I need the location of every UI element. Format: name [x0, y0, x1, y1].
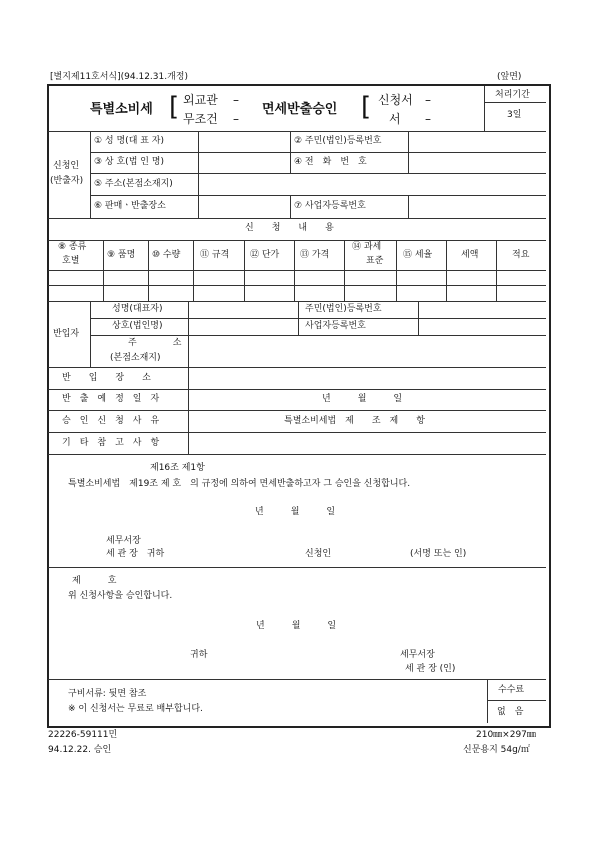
- applicant-bizno-label: ⑦ 사업자등록번호: [294, 201, 366, 211]
- applicant-name-label: ① 성 명(대 표 자): [94, 136, 165, 146]
- importer-bizno-label: 사업자등록번호: [305, 321, 366, 331]
- content-section-title: 신 청 내 용: [245, 223, 334, 233]
- dash-1: –: [233, 93, 239, 107]
- dash-2: –: [233, 112, 239, 126]
- statement-text: 특별소비세법 제19조 제 호 의 규정에 의하여 면세반출하고자 그 승인을 신청합니다.: [68, 479, 411, 489]
- applicant-company-label: ③ 상 호(법 인 명): [94, 157, 165, 167]
- importer-name-label: 성명(대표자): [112, 304, 163, 314]
- form-number: [별지제11호서식](94.12.31.개정): [50, 72, 188, 82]
- row-reason: 승 인 신 청 사 유: [62, 416, 160, 426]
- statement-to-2: 세 관 장 귀하: [106, 549, 165, 559]
- title-opt1: 외교관: [183, 93, 218, 107]
- applicant-id-label: ② 주민(법인)등록번호: [294, 136, 382, 146]
- importer-label: 반입자: [53, 329, 80, 339]
- approval-text: 위 신청사항을 승인합니다.: [68, 591, 173, 601]
- title-opt2: 무조건: [183, 112, 218, 126]
- row-export-date-value: 년 월 일: [322, 394, 403, 404]
- col-unit-price: ⑫ 단가: [250, 250, 280, 260]
- title-main: 면세반출승인: [262, 102, 338, 117]
- row-reason-value: 특별소비세법 제 조 제 항: [284, 416, 425, 426]
- period-value: 3일: [507, 110, 522, 120]
- required-docs: 구비서류: 뒷면 참조: [68, 689, 147, 699]
- title-doc1: 신청서: [378, 93, 413, 107]
- fee-value: 없 음: [497, 707, 524, 717]
- col-qty: ⑩ 수량: [152, 250, 181, 260]
- approval-date: 년 월 일: [256, 621, 337, 631]
- row-import-place: 반 입 장 소: [62, 373, 151, 383]
- statement-applicant: 신청인: [305, 549, 332, 559]
- approval-number: 제 호: [72, 576, 117, 586]
- importer-id-label: 주민(법인)등록번호: [305, 304, 382, 314]
- statement-to-1: 세무서장: [106, 536, 141, 546]
- title-tax: 특별소비세: [90, 102, 153, 117]
- approval-from-1: 세무서장: [400, 650, 435, 660]
- col-taxbase-sub: 표준: [366, 256, 384, 266]
- statement-law-sub: 제16조 제1항: [150, 463, 205, 473]
- dash-3: –: [425, 93, 431, 107]
- col-spec: ⑪ 규격: [200, 250, 230, 260]
- applicant-place-label: ⑥ 판매ㆍ반출장소: [94, 201, 166, 211]
- title-doc2: 서: [389, 112, 401, 126]
- free-notice: ※ 이 신청서는 무료로 배부합니다.: [68, 704, 203, 714]
- statement-sign: (서명 또는 인): [410, 549, 467, 559]
- col-taxbase: ⑭ 과세: [352, 242, 382, 252]
- bracket-left-1: [: [169, 92, 180, 122]
- col-type: ⑧ 종류: [58, 242, 87, 252]
- col-remarks: 적요: [512, 250, 530, 260]
- statement-date: 년 월 일: [255, 507, 336, 517]
- applicant-label: 신청인: [53, 161, 80, 171]
- paper-size: 210㎜×297㎜: [476, 730, 536, 740]
- col-rate: ⑮ 세율: [403, 250, 433, 260]
- fee-label: 수수료: [498, 685, 525, 695]
- col-item: ⑨ 품명: [107, 250, 136, 260]
- bracket-left-2: [: [361, 92, 372, 122]
- col-tax: 세액: [461, 250, 479, 260]
- importer-address-sub: (본점소재지): [110, 353, 161, 363]
- applicant-label-sub: (반출자): [50, 176, 84, 186]
- approval-date-footer: 94.12.22. 승인: [48, 745, 112, 755]
- period-label: 처리기간: [495, 90, 530, 100]
- approval-from-2: 세 관 장 (인): [405, 664, 456, 674]
- row-export-date: 반 출 예 정 일 자: [62, 394, 160, 404]
- importer-address-label: 주 소: [128, 338, 182, 348]
- applicant-phone-label: ④ 전 화 번 호: [294, 157, 367, 167]
- dash-4: –: [425, 112, 431, 126]
- col-type-sub: 호별: [62, 256, 80, 266]
- form-code: 22226-59111민: [48, 730, 118, 740]
- row-remarks: 기 타 참 고 사 항: [62, 438, 160, 448]
- importer-company-label: 상호(법인명): [112, 321, 163, 331]
- applicant-address-label: ⑤ 주소(본점소재지): [94, 179, 173, 189]
- approval-to: 귀하: [190, 650, 208, 660]
- paper-type: 신문용지 54g/㎡: [463, 745, 530, 755]
- col-price: ⑬ 가격: [300, 250, 330, 260]
- page-side: (앞면): [497, 72, 522, 82]
